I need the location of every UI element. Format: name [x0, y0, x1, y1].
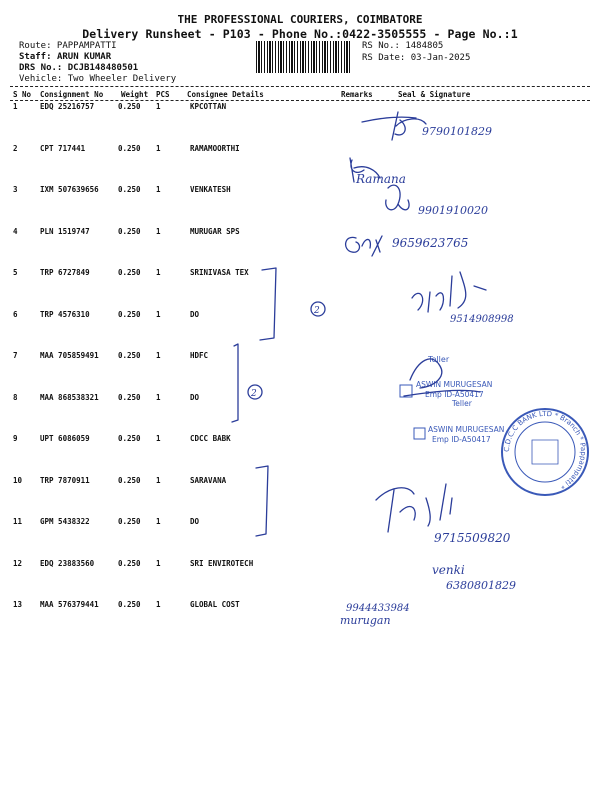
runsheet-subtitle: Delivery Runsheet - P103 - Phone No.:0422-3505555 - Page No.:1 — [82, 27, 518, 41]
cell-consignee: RAMAMOORTHI — [190, 143, 240, 153]
cell-consignment: TRP 4576310 — [40, 309, 90, 319]
cell-sno: 13 — [13, 600, 23, 609]
cell-weight: 0.250 — [118, 392, 141, 402]
hand-phone-row6: 9514908998 — [450, 314, 514, 325]
col-remarks: Remarks — [341, 90, 373, 99]
cell-consignment: TRP 7870911 — [40, 475, 90, 485]
teller-emp-1: Emp ID-A50417 — [425, 390, 484, 399]
cell-pcs: 1 — [156, 268, 161, 277]
cell-sno: 4 — [13, 226, 18, 236]
hand-phone-row4: 9659623765 — [392, 236, 469, 250]
cell-pcs: 1 — [156, 102, 161, 111]
teller-name-2: ASWIN MURUGESAN — [428, 425, 505, 434]
cell-weight: 0.250 — [118, 475, 141, 485]
teller-stamp-2 — [414, 425, 504, 444]
signature-row10 — [376, 484, 452, 532]
cell-sno: 9 — [13, 434, 18, 443]
bank-round-seal — [502, 409, 588, 495]
cell-consignee: CDCC BABK — [190, 434, 231, 443]
cell-sno: 7 — [13, 351, 18, 360]
cell-weight: 0.250 — [118, 185, 141, 194]
rs-number: RS No.: 1484805 — [362, 41, 444, 51]
hand-name-row2: Ramana — [356, 172, 406, 186]
hand-phone-row11: 9715509820 — [434, 531, 511, 545]
hand-name-row13: murugan — [340, 614, 391, 627]
cell-weight: 0.250 — [118, 600, 141, 609]
cell-consignment: TRP 6727849 — [40, 268, 90, 277]
teller-stamp-1 — [400, 355, 492, 408]
staff-label: Staff: — [19, 52, 52, 62]
cell-weight: 0.250 — [118, 434, 141, 443]
cell-sno: 10 — [13, 475, 23, 485]
hand-phone-row1: 9790101829 — [422, 125, 492, 138]
cell-consignee: HDFC — [190, 351, 209, 360]
cell-consignee: SRI ENVIROTECH — [190, 558, 254, 568]
bracket-num-7: 2 — [251, 389, 257, 399]
cell-sno: 2 — [13, 143, 18, 153]
cell-sno: 3 — [13, 185, 18, 194]
cell-weight: 0.250 — [118, 143, 141, 153]
cell-consignee: DO — [190, 309, 200, 319]
cell-sno: 5 — [13, 268, 18, 277]
cell-weight: 0.250 — [118, 517, 141, 526]
cell-consignee: SRINIVASA TEX — [190, 268, 249, 277]
cell-consignee: DO — [190, 392, 200, 402]
col-consignee: Consignee Details — [187, 90, 264, 99]
cell-consignee: MURUGAR SPS — [190, 226, 240, 236]
route: Route: PAPPAMPATTI — [19, 41, 117, 51]
cell-weight: 0.250 — [118, 268, 141, 277]
bracket-rows5-6 — [260, 268, 276, 340]
col-pcs: PCS — [156, 90, 170, 99]
cell-consignee: DO — [190, 517, 200, 526]
hand-phone-row3: 9901910020 — [418, 204, 488, 217]
col-seal: Seal & Signature — [398, 90, 471, 99]
cell-sno: 1 — [13, 102, 18, 111]
cell-consignment: EDQ 23883560 — [40, 558, 95, 568]
teller-label-1: Teller — [428, 355, 450, 364]
drs-number: DRS No.: DCJB148480501 — [19, 63, 139, 73]
cell-pcs: 1 — [156, 517, 161, 526]
cell-consignment: MAA 705859491 — [40, 351, 99, 360]
col-sno: S No — [13, 90, 32, 99]
cell-pcs: 1 — [156, 434, 161, 443]
cell-consignment: PLN 1519747 — [40, 226, 90, 236]
bracket-rows7-8 — [232, 344, 238, 422]
cell-pcs: 1 — [156, 351, 161, 360]
cell-pcs: 1 — [156, 185, 161, 194]
cell-pcs: 1 — [156, 600, 161, 609]
cell-pcs: 1 — [156, 475, 161, 485]
cell-consignee: GLOBAL COST — [190, 600, 240, 609]
cell-pcs: 1 — [156, 226, 161, 236]
cell-weight: 0.250 — [118, 102, 141, 111]
cell-consignment: UPT 6086059 — [40, 434, 90, 443]
signature-row5 — [412, 272, 486, 312]
signature-row1 — [362, 112, 426, 140]
bracket-num-5: 2 — [314, 306, 320, 316]
signature-row3 — [386, 185, 409, 210]
bracket-rows10-11 — [256, 466, 268, 536]
hand-name-row12: venki — [432, 563, 465, 577]
cell-sno: 8 — [13, 392, 18, 402]
cell-pcs: 1 — [156, 392, 161, 402]
vehicle: Vehicle: Two Wheeler Delivery — [19, 74, 177, 84]
cell-consignment: CPT 717441 — [40, 143, 86, 153]
teller-name-1: ASWIN MURUGESAN — [416, 380, 493, 389]
cell-pcs: 1 — [156, 558, 161, 568]
company-title: THE PROFESSIONAL COURIERS, COIMBATORE — [177, 13, 423, 26]
hand-phone-row13: 9944433984 — [346, 603, 410, 614]
seal-ring-text: C.D.C.C BANK LTD * Branch * Pappampatti * — [502, 409, 588, 491]
signature-row4 — [346, 236, 382, 256]
cell-consignment: IXM 507639656 — [40, 185, 99, 194]
cell-pcs: 1 — [156, 143, 161, 153]
cell-consignee: VENKATESH — [190, 185, 231, 194]
cell-weight: 0.250 — [118, 226, 141, 236]
cell-weight: 0.250 — [118, 351, 141, 360]
cell-consignment: GPM 5438322 — [40, 517, 90, 526]
cell-weight: 0.250 — [118, 558, 141, 568]
rs-date: RS Date: 03-Jan-2025 — [362, 53, 471, 63]
cell-sno: 11 — [13, 517, 23, 526]
hand-phone-row12: 6380801829 — [446, 579, 516, 592]
cell-consignee: KPCOTTAN — [190, 102, 227, 111]
cell-consignee: SARAVANA — [190, 475, 227, 485]
cell-consignment: MAA 868538321 — [40, 392, 99, 402]
teller-emp-2: Emp ID-A50417 — [432, 435, 491, 444]
cell-pcs: 1 — [156, 309, 161, 319]
col-weight: Weight — [121, 90, 149, 99]
cell-sno: 6 — [13, 309, 18, 319]
cell-weight: 0.250 — [118, 309, 141, 319]
col-consignment: Consignment No — [40, 90, 104, 99]
cell-consignment: EDQ 25216757 — [40, 102, 95, 111]
staff-name: ARUN KUMAR — [56, 52, 112, 62]
cell-consignment: MAA 576379441 — [40, 600, 99, 609]
teller-label-1b: Teller — [452, 399, 472, 408]
cell-sno: 12 — [13, 558, 23, 568]
